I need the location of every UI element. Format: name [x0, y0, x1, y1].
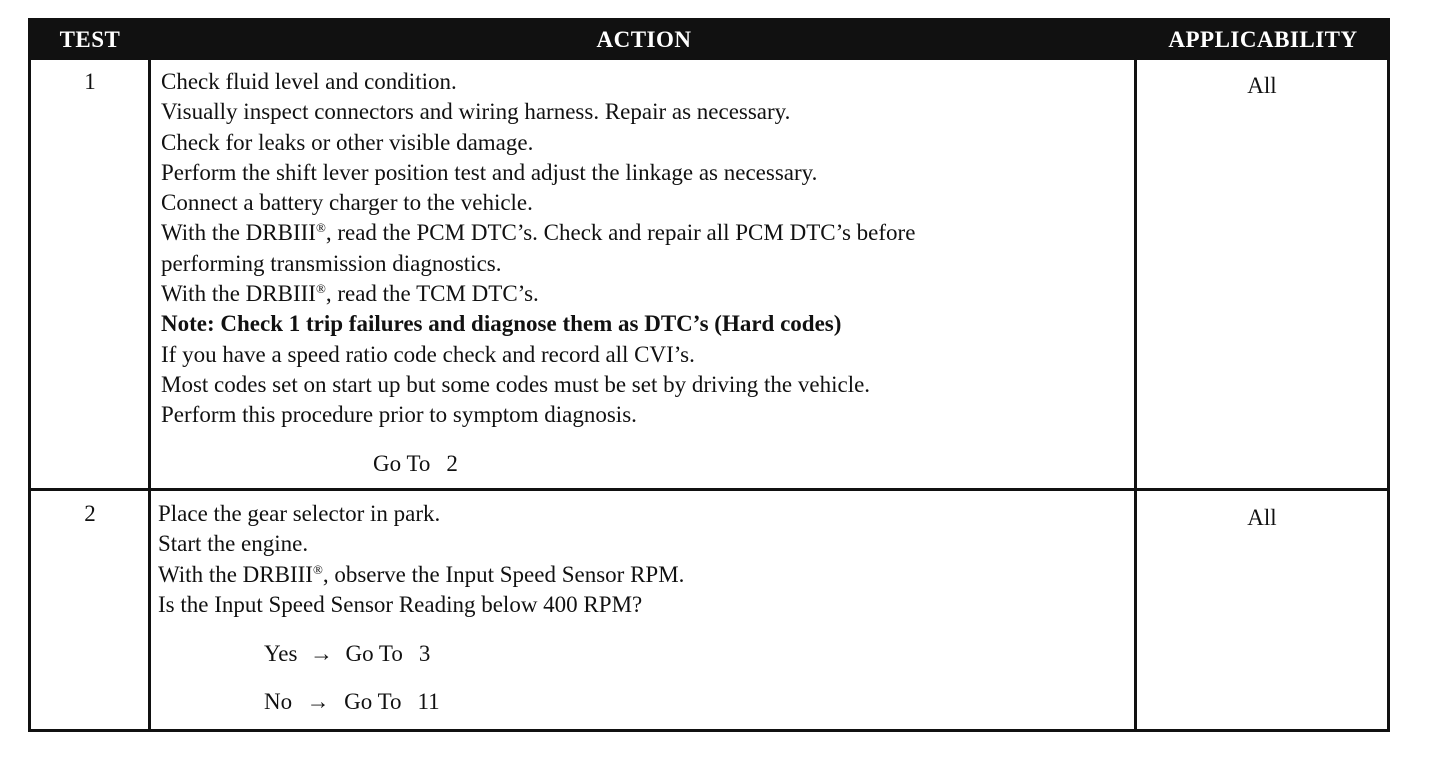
header-applicability: APPLICABILITY: [1168, 27, 1358, 52]
row2-applicability: All: [1247, 505, 1277, 530]
action-line: Place the gear selector in park.: [158, 501, 441, 526]
row2-no-branch: [264, 689, 440, 715]
action-line: Perform the shift lever position test and adjust the linkage as necessary.: [161, 159, 818, 185]
action-line: With the DRBIII®, read the PCM DTC’s. Check and repair all PCM DTC’s before: [161, 220, 916, 246]
goto-target: 2: [446, 451, 458, 476]
action-line: performing transmission diagnostics.: [161, 250, 502, 276]
action-line: Check fluid level and condition.: [161, 69, 457, 94]
no-label: No: [264, 689, 293, 714]
action-line: Is the Input Speed Sensor Reading below 400 RPM?: [158, 591, 643, 617]
action-line: Start the engine.: [158, 531, 309, 557]
diagnostic-table: [28, 18, 1390, 732]
action-line: Most codes set on start up but some codes must be set by driving the vehicle.: [161, 371, 871, 397]
header-test: TEST: [59, 27, 121, 52]
action-line: Perform this procedure prior to symptom diagnosis.: [161, 402, 637, 428]
registered-mark: ®: [315, 281, 326, 297]
header-action: ACTION: [596, 27, 692, 52]
action-line: Connect a battery charger to the vehicle.: [161, 190, 533, 216]
goto-label: Go To: [344, 689, 402, 714]
row2-action: [158, 499, 1133, 620]
registered-mark: ®: [312, 561, 323, 577]
row1-goto: [373, 451, 458, 477]
goto-target: 3: [418, 641, 431, 666]
arrow-icon: →: [306, 689, 330, 714]
action-line: With the DRBIII®, observe the Input Speed Sensor RPM.: [158, 561, 685, 587]
row1-test-number: 1: [84, 69, 96, 94]
yes-label: Yes: [264, 641, 298, 666]
action-line: Check for leaks or other visible damage.: [161, 129, 534, 155]
action-line: With the DRBIII®, read the TCM DTC’s.: [161, 281, 539, 307]
arrow-icon: →: [309, 641, 333, 666]
registered-mark: ®: [315, 220, 326, 236]
goto-target: 11: [417, 689, 440, 714]
goto-label: Go To: [373, 451, 431, 476]
row1-action: [161, 67, 1136, 431]
action-note-line: Note: Check 1 trip failures and diagnose them as DTC’s (Hard codes): [161, 311, 842, 337]
column-divider: [148, 60, 151, 732]
row2-test-number: 2: [84, 501, 96, 526]
action-line: Visually inspect connectors and wiring harness. Repair as necessary.: [161, 99, 791, 125]
table-header: [31, 21, 1387, 60]
row2-yes-branch: [264, 641, 430, 667]
action-line: If you have a speed ratio code check and record all CVI’s.: [161, 341, 695, 367]
row-divider: [31, 488, 1387, 491]
row1-applicability: All: [1247, 73, 1277, 98]
goto-label: Go To: [345, 641, 403, 666]
